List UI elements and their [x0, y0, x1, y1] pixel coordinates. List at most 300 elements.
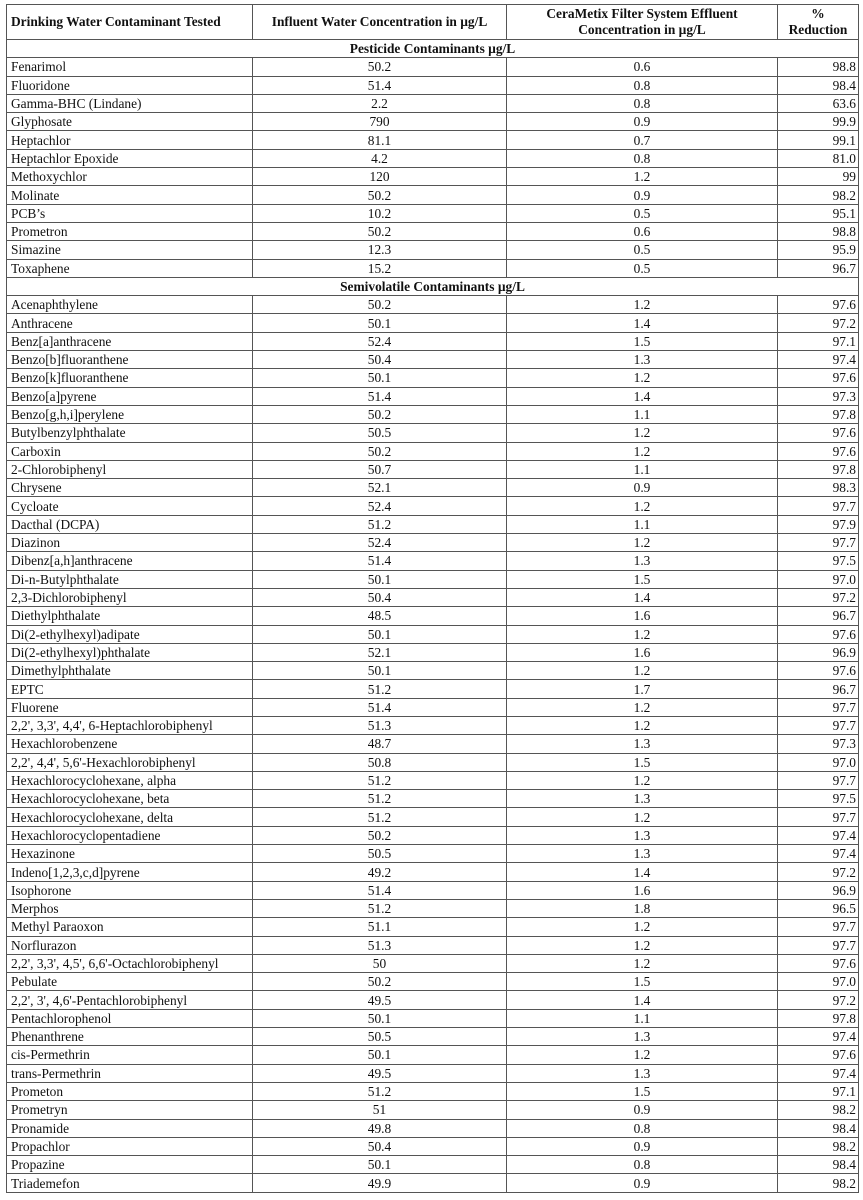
reduction-value: 97.2 — [778, 991, 859, 1009]
table-row — [7, 808, 859, 826]
effluent-value: 1.2 — [507, 369, 778, 387]
influent-value: 50.1 — [253, 1156, 507, 1174]
influent-value: 4.2 — [253, 149, 507, 167]
contaminant-name: Cycloate — [7, 497, 253, 515]
contaminant-name: Gamma-BHC (Lindane) — [7, 94, 253, 112]
reduction-value: 97.8 — [778, 460, 859, 478]
influent-value: 51.4 — [253, 76, 507, 94]
effluent-value: 1.8 — [507, 899, 778, 917]
contaminant-name: Chrysene — [7, 479, 253, 497]
influent-value: 50 — [253, 954, 507, 972]
reduction-value: 97.9 — [778, 515, 859, 533]
influent-value: 50.1 — [253, 625, 507, 643]
table-row — [7, 259, 859, 277]
table-row — [7, 1046, 859, 1064]
effluent-value: 0.9 — [507, 186, 778, 204]
influent-value: 81.1 — [253, 131, 507, 149]
contaminant-name: 2,3-Dichlorobiphenyl — [7, 588, 253, 606]
influent-value: 120 — [253, 168, 507, 186]
effluent-value: 1.2 — [507, 698, 778, 716]
influent-value: 50.1 — [253, 1046, 507, 1064]
effluent-value: 0.9 — [507, 1137, 778, 1155]
table-row — [7, 735, 859, 753]
effluent-value: 0.9 — [507, 479, 778, 497]
reduction-value: 97.6 — [778, 424, 859, 442]
reduction-value: 98.2 — [778, 186, 859, 204]
reduction-value: 81.0 — [778, 149, 859, 167]
influent-value: 51.2 — [253, 680, 507, 698]
reduction-value: 97.8 — [778, 1009, 859, 1027]
effluent-value: 1.3 — [507, 790, 778, 808]
influent-value: 51.1 — [253, 918, 507, 936]
contaminant-name: Prometon — [7, 1082, 253, 1100]
contaminant-name: Triademefon — [7, 1174, 253, 1192]
reduction-value: 99 — [778, 168, 859, 186]
table-row — [7, 936, 859, 954]
reduction-value: 97.7 — [778, 918, 859, 936]
effluent-value: 1.1 — [507, 515, 778, 533]
effluent-value: 1.4 — [507, 588, 778, 606]
table-row — [7, 643, 859, 661]
contaminant-name: Dibenz[a,h]anthracene — [7, 552, 253, 570]
reduction-value: 97.2 — [778, 588, 859, 606]
effluent-value: 1.2 — [507, 716, 778, 734]
table-row — [7, 716, 859, 734]
table-header — [7, 5, 859, 40]
effluent-value: 1.2 — [507, 625, 778, 643]
influent-value: 48.7 — [253, 735, 507, 753]
influent-value: 50.1 — [253, 1009, 507, 1027]
influent-value: 51.4 — [253, 881, 507, 899]
contaminant-name: Hexazinone — [7, 845, 253, 863]
reduction-value: 97.6 — [778, 369, 859, 387]
effluent-value: 1.2 — [507, 497, 778, 515]
table-row — [7, 1156, 859, 1174]
contaminant-name: Fluoridone — [7, 76, 253, 94]
influent-value: 51.4 — [253, 698, 507, 716]
influent-value: 50.2 — [253, 442, 507, 460]
influent-value: 51.3 — [253, 936, 507, 954]
effluent-value: 1.5 — [507, 1082, 778, 1100]
reduction-value: 96.7 — [778, 607, 859, 625]
contaminant-name: Diazinon — [7, 534, 253, 552]
contaminant-name: Benzo[k]fluoranthene — [7, 369, 253, 387]
effluent-value: 1.3 — [507, 826, 778, 844]
influent-value: 790 — [253, 113, 507, 131]
contaminant-name: Pronamide — [7, 1119, 253, 1137]
contaminant-name: Pentachlorophenol — [7, 1009, 253, 1027]
section-title: Pesticide Contaminants µg/L — [7, 40, 859, 58]
reduction-value: 98.2 — [778, 1101, 859, 1119]
influent-value: 15.2 — [253, 259, 507, 277]
contaminant-name: 2,2', 3,3', 4,5', 6,6'-Octachlorobiphenyl — [7, 954, 253, 972]
contaminant-name: Heptachlor Epoxide — [7, 149, 253, 167]
table-row — [7, 680, 859, 698]
influent-value: 52.1 — [253, 479, 507, 497]
contaminant-name: Di(2-ethylhexyl)adipate — [7, 625, 253, 643]
effluent-value: 1.2 — [507, 808, 778, 826]
table-row — [7, 1174, 859, 1192]
table-row — [7, 534, 859, 552]
influent-value: 51.2 — [253, 808, 507, 826]
reduction-value: 97.7 — [778, 771, 859, 789]
table-row — [7, 899, 859, 917]
influent-value: 51.2 — [253, 790, 507, 808]
section-title: Semivolatile Contaminants µg/L — [7, 277, 859, 295]
reduction-value: 98.8 — [778, 222, 859, 240]
table-row — [7, 881, 859, 899]
reduction-value: 97.4 — [778, 351, 859, 369]
reduction-value: 97.4 — [778, 1064, 859, 1082]
reduction-value: 63.6 — [778, 94, 859, 112]
contaminant-name: Isophorone — [7, 881, 253, 899]
effluent-value: 1.3 — [507, 845, 778, 863]
effluent-value: 0.7 — [507, 131, 778, 149]
table-row — [7, 497, 859, 515]
reduction-value: 98.4 — [778, 1119, 859, 1137]
influent-value: 52.4 — [253, 497, 507, 515]
effluent-value: 1.3 — [507, 351, 778, 369]
table-row — [7, 552, 859, 570]
influent-value: 50.1 — [253, 369, 507, 387]
effluent-value: 1.2 — [507, 771, 778, 789]
reduction-value: 98.4 — [778, 76, 859, 94]
reduction-value: 97.2 — [778, 863, 859, 881]
influent-value: 50.4 — [253, 351, 507, 369]
contaminant-name: Fenarimol — [7, 58, 253, 76]
contaminant-name: Anthracene — [7, 314, 253, 332]
influent-value: 50.8 — [253, 753, 507, 771]
influent-value: 52.4 — [253, 534, 507, 552]
influent-value: 51.3 — [253, 716, 507, 734]
table-row — [7, 76, 859, 94]
influent-value: 52.4 — [253, 332, 507, 350]
effluent-value: 1.1 — [507, 460, 778, 478]
contaminant-name: PCB’s — [7, 204, 253, 222]
reduction-value: 99.1 — [778, 131, 859, 149]
contaminant-name: Heptachlor — [7, 131, 253, 149]
reduction-value: 97.6 — [778, 954, 859, 972]
effluent-value: 1.2 — [507, 168, 778, 186]
table-row — [7, 168, 859, 186]
contaminant-name: trans-Permethrin — [7, 1064, 253, 1082]
reduction-value: 97.7 — [778, 808, 859, 826]
table-row — [7, 1028, 859, 1046]
table-row — [7, 204, 859, 222]
effluent-value: 1.2 — [507, 936, 778, 954]
table-row — [7, 405, 859, 423]
contaminant-reduction-table — [6, 4, 859, 1193]
influent-value: 50.2 — [253, 58, 507, 76]
influent-value: 51.2 — [253, 771, 507, 789]
contaminant-name: Hexachlorocyclohexane, alpha — [7, 771, 253, 789]
influent-value: 2.2 — [253, 94, 507, 112]
reduction-value: 97.5 — [778, 552, 859, 570]
effluent-value: 1.6 — [507, 881, 778, 899]
effluent-value: 0.9 — [507, 1174, 778, 1192]
influent-value: 50.2 — [253, 826, 507, 844]
influent-value: 51.2 — [253, 1082, 507, 1100]
table-row — [7, 314, 859, 332]
effluent-value: 1.4 — [507, 991, 778, 1009]
table-row — [7, 131, 859, 149]
contaminant-name: Methoxychlor — [7, 168, 253, 186]
effluent-value: 0.9 — [507, 1101, 778, 1119]
effluent-value: 1.1 — [507, 1009, 778, 1027]
header-row — [7, 5, 859, 40]
effluent-value: 1.3 — [507, 735, 778, 753]
table-row — [7, 588, 859, 606]
contaminant-table-container — [6, 4, 858, 1193]
effluent-value: 0.8 — [507, 149, 778, 167]
reduction-value: 98.2 — [778, 1174, 859, 1192]
influent-value: 51.4 — [253, 552, 507, 570]
contaminant-name: Benzo[a]pyrene — [7, 387, 253, 405]
table-row — [7, 186, 859, 204]
reduction-value: 97.4 — [778, 826, 859, 844]
contaminant-name: Merphos — [7, 899, 253, 917]
effluent-value: 1.5 — [507, 332, 778, 350]
effluent-value: 1.2 — [507, 1046, 778, 1064]
effluent-value: 1.2 — [507, 296, 778, 314]
reduction-value: 97.7 — [778, 698, 859, 716]
contaminant-name: Propachlor — [7, 1137, 253, 1155]
table-row — [7, 753, 859, 771]
influent-value: 50.1 — [253, 662, 507, 680]
influent-value: 48.5 — [253, 607, 507, 625]
influent-value: 49.9 — [253, 1174, 507, 1192]
contaminant-name: Simazine — [7, 241, 253, 259]
reduction-value: 97.3 — [778, 387, 859, 405]
contaminant-name: Propazine — [7, 1156, 253, 1174]
reduction-value: 97.0 — [778, 570, 859, 588]
table-body — [7, 40, 859, 1193]
contaminant-name: Di-n-Butylphthalate — [7, 570, 253, 588]
contaminant-name: Dacthal (DCPA) — [7, 515, 253, 533]
table-row — [7, 973, 859, 991]
contaminant-name: Toxaphene — [7, 259, 253, 277]
effluent-value: 1.2 — [507, 442, 778, 460]
table-row — [7, 479, 859, 497]
table-row — [7, 369, 859, 387]
table-row — [7, 94, 859, 112]
influent-value: 51.2 — [253, 899, 507, 917]
table-row — [7, 1101, 859, 1119]
contaminant-name: EPTC — [7, 680, 253, 698]
table-row — [7, 1119, 859, 1137]
effluent-value: 1.4 — [507, 314, 778, 332]
effluent-value: 1.7 — [507, 680, 778, 698]
influent-value: 50.2 — [253, 186, 507, 204]
influent-value: 49.5 — [253, 991, 507, 1009]
contaminant-name: Norflurazon — [7, 936, 253, 954]
contaminant-name: Benz[a]anthracene — [7, 332, 253, 350]
contaminant-name: Glyphosate — [7, 113, 253, 131]
influent-value: 52.1 — [253, 643, 507, 661]
contaminant-name: Phenanthrene — [7, 1028, 253, 1046]
table-row — [7, 424, 859, 442]
contaminant-name: Hexachlorocyclopentadiene — [7, 826, 253, 844]
contaminant-name: Pebulate — [7, 973, 253, 991]
reduction-value: 97.8 — [778, 405, 859, 423]
reduction-value: 97.1 — [778, 1082, 859, 1100]
effluent-value: 0.5 — [507, 204, 778, 222]
table-row — [7, 1082, 859, 1100]
reduction-value: 97.1 — [778, 332, 859, 350]
table-row — [7, 460, 859, 478]
effluent-value: 1.2 — [507, 424, 778, 442]
contaminant-name: cis-Permethrin — [7, 1046, 253, 1064]
contaminant-name: Hexachlorobenzene — [7, 735, 253, 753]
contaminant-name: Dimethylphthalate — [7, 662, 253, 680]
influent-value: 50.2 — [253, 296, 507, 314]
table-row — [7, 1009, 859, 1027]
influent-value: 50.4 — [253, 588, 507, 606]
table-row — [7, 1137, 859, 1155]
header-contaminant: Drinking Water Contaminant Tested — [7, 5, 253, 40]
influent-value: 50.1 — [253, 570, 507, 588]
reduction-value: 97.6 — [778, 625, 859, 643]
influent-value: 12.3 — [253, 241, 507, 259]
influent-value: 50.1 — [253, 314, 507, 332]
table-row — [7, 625, 859, 643]
contaminant-name: 2,2', 3,3', 4,4', 6-Heptachlorobiphenyl — [7, 716, 253, 734]
contaminant-name: Benzo[g,h,i]perylene — [7, 405, 253, 423]
reduction-value: 97.4 — [778, 1028, 859, 1046]
influent-value: 49.2 — [253, 863, 507, 881]
contaminant-name: Molinate — [7, 186, 253, 204]
reduction-value: 98.3 — [778, 479, 859, 497]
reduction-value: 96.7 — [778, 680, 859, 698]
effluent-value: 1.2 — [507, 662, 778, 680]
effluent-value: 0.8 — [507, 94, 778, 112]
table-row — [7, 570, 859, 588]
table-row — [7, 149, 859, 167]
contaminant-name: Acenaphthylene — [7, 296, 253, 314]
influent-value: 50.5 — [253, 845, 507, 863]
reduction-value: 97.6 — [778, 1046, 859, 1064]
table-row — [7, 662, 859, 680]
influent-value: 49.8 — [253, 1119, 507, 1137]
effluent-value: 1.5 — [507, 753, 778, 771]
reduction-value: 99.9 — [778, 113, 859, 131]
reduction-value: 96.9 — [778, 881, 859, 899]
contaminant-name: 2-Chlorobiphenyl — [7, 460, 253, 478]
reduction-value: 97.7 — [778, 936, 859, 954]
contaminant-name: 2,2', 3', 4,6'-Pentachlorobiphenyl — [7, 991, 253, 1009]
reduction-value: 98.8 — [778, 58, 859, 76]
effluent-value: 0.8 — [507, 1119, 778, 1137]
reduction-value: 97.5 — [778, 790, 859, 808]
effluent-value: 1.1 — [507, 405, 778, 423]
reduction-value: 96.9 — [778, 643, 859, 661]
contaminant-name: Fluorene — [7, 698, 253, 716]
table-row — [7, 954, 859, 972]
table-row — [7, 113, 859, 131]
effluent-value: 1.5 — [507, 570, 778, 588]
contaminant-name: Indeno[1,2,3,c,d]pyrene — [7, 863, 253, 881]
contaminant-name: Benzo[b]fluoranthene — [7, 351, 253, 369]
reduction-value: 97.2 — [778, 314, 859, 332]
influent-value: 50.2 — [253, 405, 507, 423]
influent-value: 10.2 — [253, 204, 507, 222]
reduction-value: 97.4 — [778, 845, 859, 863]
reduction-value: 98.2 — [778, 1137, 859, 1155]
effluent-value: 0.5 — [507, 259, 778, 277]
effluent-value: 0.6 — [507, 222, 778, 240]
influent-value: 50.5 — [253, 1028, 507, 1046]
table-row — [7, 515, 859, 533]
effluent-value: 1.2 — [507, 918, 778, 936]
reduction-value: 98.4 — [778, 1156, 859, 1174]
reduction-value: 97.3 — [778, 735, 859, 753]
influent-value: 50.5 — [253, 424, 507, 442]
effluent-value: 1.2 — [507, 954, 778, 972]
table-row — [7, 991, 859, 1009]
influent-value: 49.5 — [253, 1064, 507, 1082]
effluent-value: 0.8 — [507, 1156, 778, 1174]
table-row — [7, 222, 859, 240]
influent-value: 50.4 — [253, 1137, 507, 1155]
contaminant-name: Hexachlorocyclohexane, beta — [7, 790, 253, 808]
effluent-value: 0.6 — [507, 58, 778, 76]
table-row — [7, 332, 859, 350]
table-row — [7, 296, 859, 314]
table-row — [7, 241, 859, 259]
influent-value: 50.2 — [253, 973, 507, 991]
effluent-value: 1.4 — [507, 863, 778, 881]
table-row — [7, 1064, 859, 1082]
reduction-value: 95.9 — [778, 241, 859, 259]
effluent-value: 1.6 — [507, 643, 778, 661]
influent-value: 50.2 — [253, 222, 507, 240]
table-row — [7, 698, 859, 716]
contaminant-name: Butylbenzylphthalate — [7, 424, 253, 442]
reduction-value: 97.6 — [778, 662, 859, 680]
influent-value: 51.2 — [253, 515, 507, 533]
header-reduction: % Reduction — [778, 5, 859, 40]
table-row — [7, 918, 859, 936]
table-row — [7, 58, 859, 76]
reduction-value: 97.6 — [778, 296, 859, 314]
effluent-value: 1.5 — [507, 973, 778, 991]
table-row — [7, 863, 859, 881]
effluent-value: 1.4 — [507, 387, 778, 405]
contaminant-name: Hexachlorocyclohexane, delta — [7, 808, 253, 826]
effluent-value: 1.3 — [507, 552, 778, 570]
contaminant-name: Prometron — [7, 222, 253, 240]
reduction-value: 97.7 — [778, 716, 859, 734]
table-row — [7, 790, 859, 808]
contaminant-name: Carboxin — [7, 442, 253, 460]
effluent-value: 0.9 — [507, 113, 778, 131]
contaminant-name: Di(2-ethylhexyl)phthalate — [7, 643, 253, 661]
effluent-value: 1.2 — [507, 534, 778, 552]
reduction-value: 97.7 — [778, 497, 859, 515]
table-row — [7, 442, 859, 460]
contaminant-name: Methyl Paraoxon — [7, 918, 253, 936]
reduction-value: 96.5 — [778, 899, 859, 917]
influent-value: 50.7 — [253, 460, 507, 478]
table-row — [7, 826, 859, 844]
section-header-row — [7, 40, 859, 58]
reduction-value: 96.7 — [778, 259, 859, 277]
table-row — [7, 771, 859, 789]
table-row — [7, 351, 859, 369]
reduction-value: 97.6 — [778, 442, 859, 460]
section-header-row — [7, 277, 859, 295]
header-influent: Influent Water Concentration in µg/L — [253, 5, 507, 40]
